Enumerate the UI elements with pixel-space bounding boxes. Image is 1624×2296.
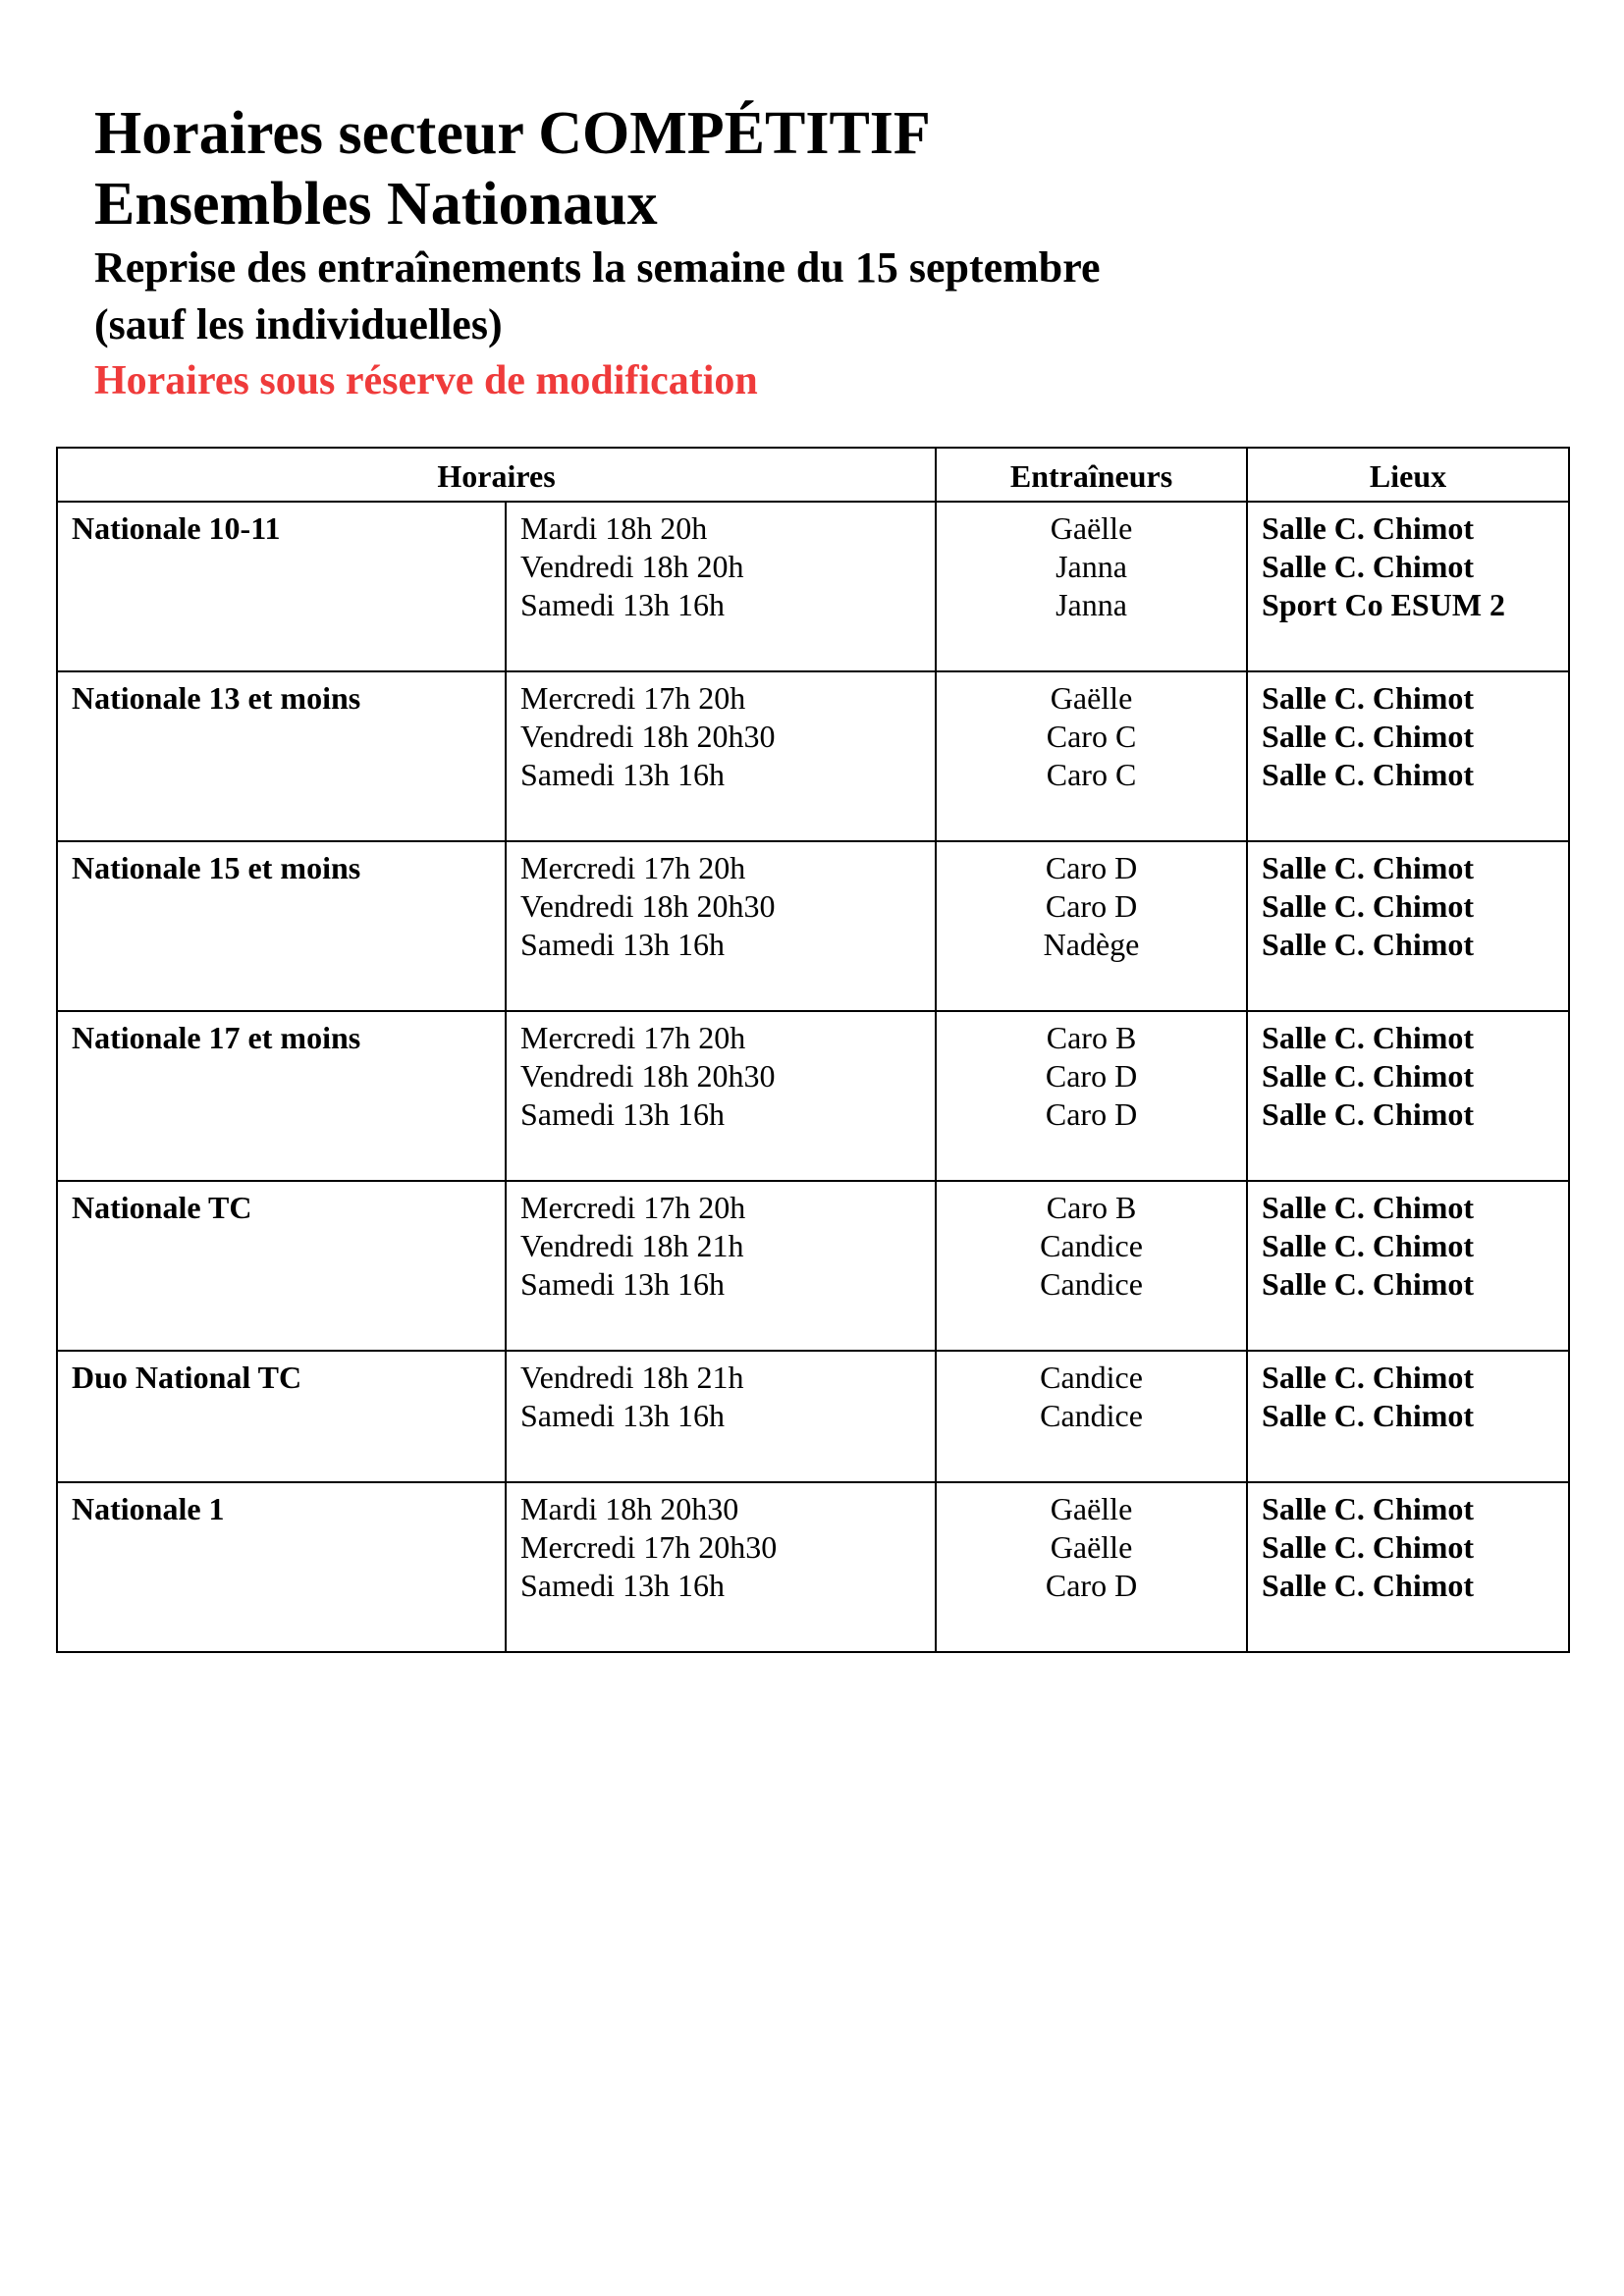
places-cell (1247, 1351, 1569, 1482)
table-row (57, 1482, 1569, 1652)
schedule-table (56, 447, 1570, 1653)
document-header (94, 98, 1469, 408)
coach-name: Candice (1040, 1360, 1143, 1395)
places-cell (1247, 1181, 1569, 1351)
time-slot: Mercredi 17h 20h (520, 850, 746, 885)
coach-name: Caro D (1045, 888, 1138, 924)
group-name-cell: Duo National TC (57, 1351, 506, 1482)
table-row (57, 1351, 1569, 1482)
coach-name: Candice (1040, 1266, 1143, 1302)
subtitle-line-1: Reprise des entraînements la semaine du 15 septembre (94, 243, 1101, 292)
coach-name: Caro D (1045, 1058, 1138, 1094)
time-slot: Mercredi 17h 20h30 (520, 1529, 778, 1565)
times-cell (506, 841, 936, 1011)
group-name-cell: Nationale 15 et moins (57, 841, 506, 1011)
coaches-cell (936, 841, 1247, 1011)
modification-notice: Horaires sous réserve de modification (94, 358, 758, 403)
times-cell (506, 1181, 936, 1351)
time-slot: Mercredi 17h 20h (520, 1020, 746, 1055)
coach-name: Gaëlle (1050, 680, 1133, 716)
group-name-cell: Nationale 13 et moins (57, 671, 506, 841)
time-slot: Vendredi 18h 20h30 (520, 888, 776, 924)
time-slot: Mardi 18h 20h30 (520, 1491, 739, 1526)
time-slot: Samedi 13h 16h (520, 587, 725, 622)
coach-name: Janna (1056, 587, 1127, 622)
times-cell (506, 1482, 936, 1652)
coaches-cell (936, 671, 1247, 841)
times-cell (506, 502, 936, 671)
time-slot: Samedi 13h 16h (520, 1266, 725, 1302)
header-horaires: Horaires (57, 448, 936, 502)
venue-name: Salle C. Chimot (1262, 1491, 1475, 1526)
coach-name: Caro B (1046, 1190, 1137, 1225)
coaches-cell (936, 1351, 1247, 1482)
venue-name: Salle C. Chimot (1262, 1398, 1475, 1433)
time-slot: Vendredi 18h 20h (520, 549, 744, 584)
table-row (57, 671, 1569, 841)
table-row (57, 1011, 1569, 1181)
venue-name: Salle C. Chimot (1262, 850, 1475, 885)
coach-name: Caro D (1045, 1568, 1138, 1603)
time-slot: Samedi 13h 16h (520, 1096, 725, 1132)
coaches-cell (936, 502, 1247, 671)
table-row (57, 502, 1569, 671)
times-cell (506, 671, 936, 841)
places-cell (1247, 502, 1569, 671)
schedule-body (57, 502, 1569, 1652)
coach-name: Nadège (1043, 927, 1140, 962)
places-cell (1247, 1011, 1569, 1181)
coach-name: Caro D (1045, 1096, 1138, 1132)
venue-name: Salle C. Chimot (1262, 757, 1475, 792)
group-name-cell: Nationale TC (57, 1181, 506, 1351)
time-slot: Vendredi 18h 20h30 (520, 719, 776, 754)
table-row (57, 1181, 1569, 1351)
venue-name: Salle C. Chimot (1262, 1096, 1475, 1132)
places-cell (1247, 841, 1569, 1011)
time-slot: Vendredi 18h 20h30 (520, 1058, 776, 1094)
venue-name: Salle C. Chimot (1262, 1058, 1475, 1094)
coach-name: Gaëlle (1050, 1529, 1133, 1565)
time-slot: Samedi 13h 16h (520, 1568, 725, 1603)
venue-name: Salle C. Chimot (1262, 719, 1475, 754)
header-entraineurs: Entraîneurs (936, 448, 1247, 502)
places-cell (1247, 671, 1569, 841)
time-slot: Vendredi 18h 21h (520, 1360, 744, 1395)
coach-name: Caro C (1046, 757, 1137, 792)
group-name-cell: Nationale 1 (57, 1482, 506, 1652)
time-slot: Samedi 13h 16h (520, 927, 725, 962)
venue-name: Salle C. Chimot (1262, 1266, 1475, 1302)
header-lieux: Lieux (1247, 448, 1569, 502)
time-slot: Mercredi 17h 20h (520, 1190, 746, 1225)
venue-name: Salle C. Chimot (1262, 549, 1475, 584)
venue-name: Salle C. Chimot (1262, 927, 1475, 962)
venue-name: Sport Co ESUM 2 (1262, 587, 1506, 622)
venue-name: Salle C. Chimot (1262, 1020, 1475, 1055)
time-slot: Mardi 18h 20h (520, 510, 708, 546)
coach-name: Candice (1040, 1228, 1143, 1263)
time-slot: Samedi 13h 16h (520, 1398, 725, 1433)
coach-name: Gaëlle (1050, 1491, 1133, 1526)
times-cell (506, 1011, 936, 1181)
coach-name: Caro D (1045, 850, 1138, 885)
subtitle-line-2: (sauf les individuelles) (94, 300, 503, 348)
venue-name: Salle C. Chimot (1262, 510, 1475, 546)
coach-name: Caro B (1046, 1020, 1137, 1055)
time-slot: Mercredi 17h 20h (520, 680, 746, 716)
venue-name: Salle C. Chimot (1262, 1529, 1475, 1565)
places-cell (1247, 1482, 1569, 1652)
group-name-cell: Nationale 10-11 (57, 502, 506, 671)
coach-name: Candice (1040, 1398, 1143, 1433)
venue-name: Salle C. Chimot (1262, 1190, 1475, 1225)
venue-name: Salle C. Chimot (1262, 1360, 1475, 1395)
venue-name: Salle C. Chimot (1262, 1568, 1475, 1603)
title-line-1: Horaires secteur COMPÉTITIF (94, 100, 931, 167)
coaches-cell (936, 1482, 1247, 1652)
time-slot: Vendredi 18h 21h (520, 1228, 744, 1263)
group-name-cell: Nationale 17 et moins (57, 1011, 506, 1181)
times-cell (506, 1351, 936, 1482)
time-slot: Samedi 13h 16h (520, 757, 725, 792)
venue-name: Salle C. Chimot (1262, 1228, 1475, 1263)
coach-name: Caro C (1046, 719, 1137, 754)
venue-name: Salle C. Chimot (1262, 680, 1475, 716)
venue-name: Salle C. Chimot (1262, 888, 1475, 924)
coaches-cell (936, 1181, 1247, 1351)
coach-name: Gaëlle (1050, 510, 1133, 546)
coach-name: Janna (1056, 549, 1127, 584)
title-line-2: Ensembles Nationaux (94, 171, 658, 238)
table-header-row (57, 448, 1569, 502)
coaches-cell (936, 1011, 1247, 1181)
table-row (57, 841, 1569, 1011)
